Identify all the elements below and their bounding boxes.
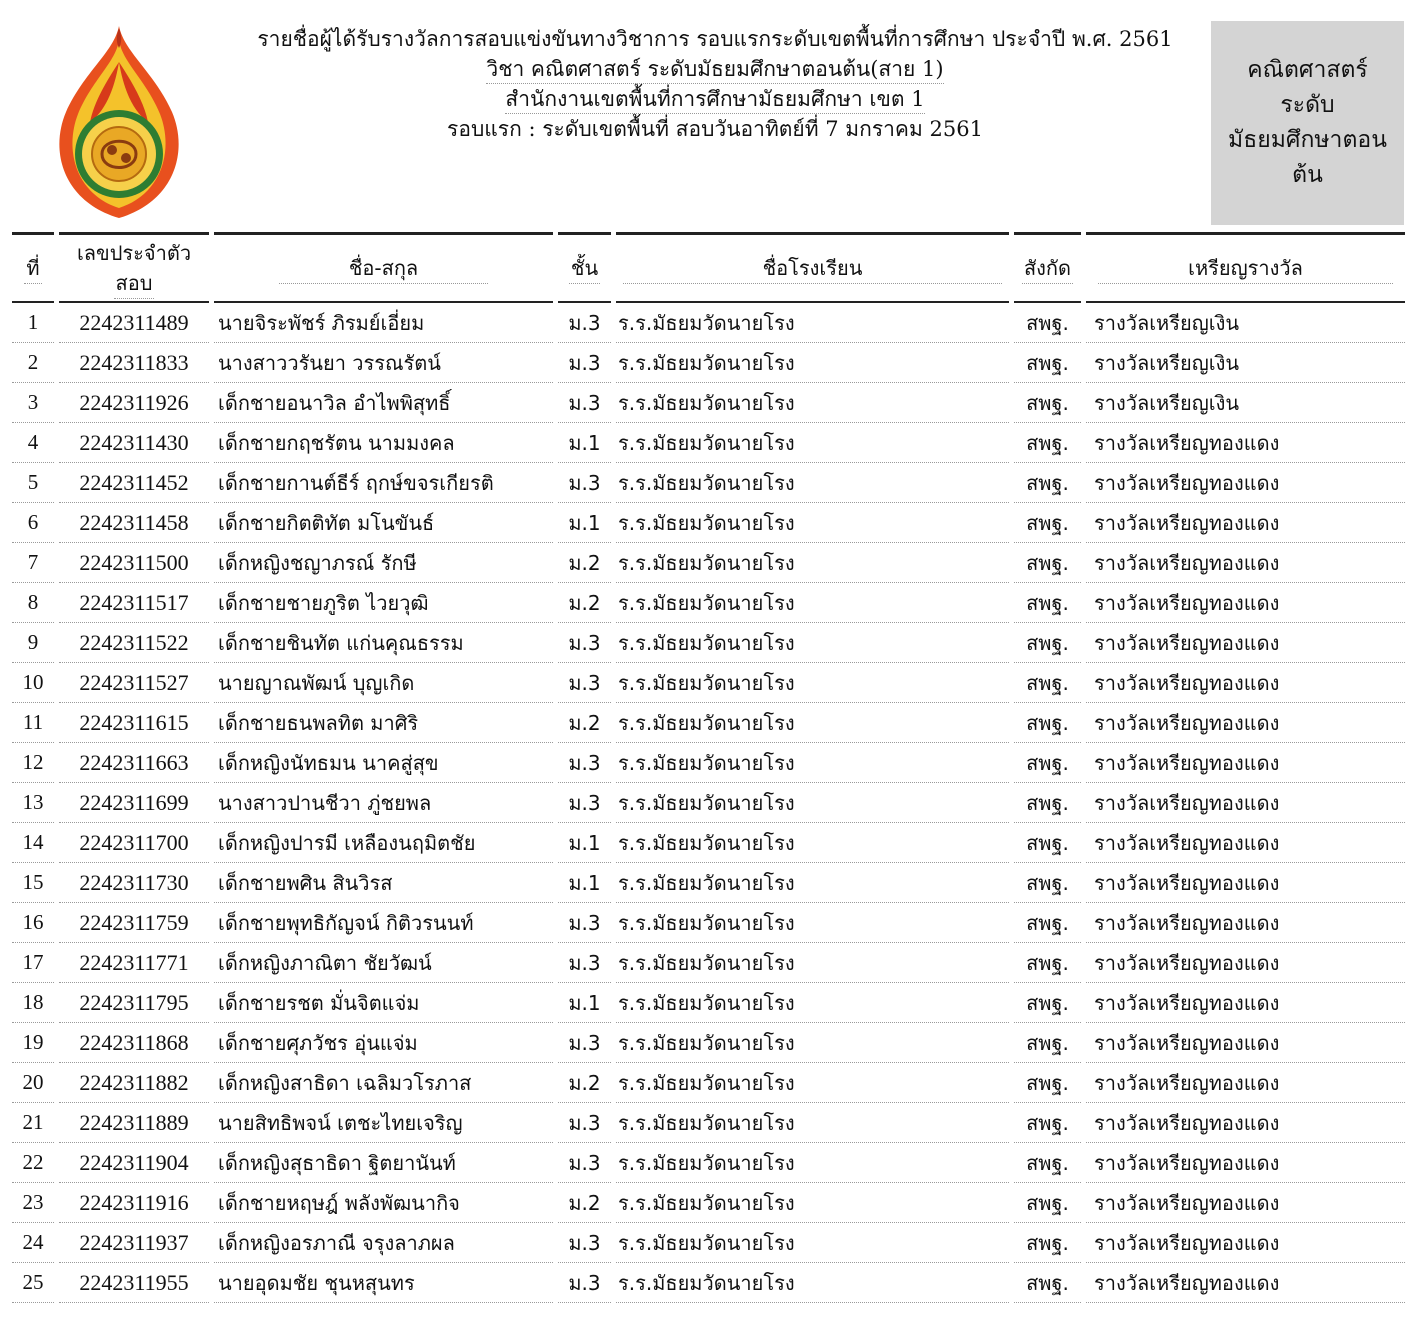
row-award: รางวัลเหรียญเงิน bbox=[1086, 343, 1405, 383]
row-award: รางวัลเหรียญทองแดง bbox=[1086, 903, 1405, 943]
row-name: เด็กหญิงชญาภรณ์ รักษี bbox=[214, 543, 553, 583]
row-award: รางวัลเหรียญทองแดง bbox=[1086, 623, 1405, 663]
row-exam-id: 2242311882 bbox=[59, 1063, 209, 1103]
table-row bbox=[12, 1183, 1405, 1223]
row-name: นายจิระพัชร์ ภิรมย์เอี่ยม bbox=[214, 303, 553, 343]
row-affiliation: สพฐ. bbox=[1014, 1063, 1081, 1103]
row-number: 3 bbox=[12, 383, 54, 423]
row-grade: ม.2 bbox=[558, 703, 611, 743]
row-award: รางวัลเหรียญทองแดง bbox=[1086, 503, 1405, 543]
row-school: ร.ร.มัธยมวัดนายโรง bbox=[616, 583, 1009, 623]
row-exam-id: 2242311868 bbox=[59, 1023, 209, 1063]
row-number: 15 bbox=[12, 863, 54, 903]
subject-box-line: ระดับ bbox=[1280, 92, 1335, 118]
row-affiliation: สพฐ. bbox=[1014, 1103, 1081, 1143]
row-name: เด็กชายกฤชรัตน นามมงคล bbox=[214, 423, 553, 463]
document-header bbox=[215, 24, 1215, 144]
row-affiliation: สพฐ. bbox=[1014, 903, 1081, 943]
row-award: รางวัลเหรียญทองแดง bbox=[1086, 663, 1405, 703]
office-emblem-logo bbox=[44, 22, 194, 222]
row-affiliation: สพฐ. bbox=[1014, 583, 1081, 623]
header-office: สำนักงานเขตพื้นที่การศึกษามัธยมศึกษา เขต 1 bbox=[505, 86, 924, 114]
row-grade: ม.3 bbox=[558, 623, 611, 663]
row-number: 8 bbox=[12, 583, 54, 623]
row-school: ร.ร.มัธยมวัดนายโรง bbox=[616, 303, 1009, 343]
row-name: เด็กชายกิตติทัต มโนขันธ์ bbox=[214, 503, 553, 543]
row-affiliation: สพฐ. bbox=[1014, 743, 1081, 783]
row-name: นายอุดมชัย ชุนหสุนทร bbox=[214, 1263, 553, 1303]
row-award: รางวัลเหรียญทองแดง bbox=[1086, 863, 1405, 903]
table-row bbox=[12, 623, 1405, 663]
row-affiliation: สพฐ. bbox=[1014, 863, 1081, 903]
row-name: เด็กชายกานต์ธีร์ ฤกษ์ขจรเกียรติ bbox=[214, 463, 553, 503]
table-row bbox=[12, 703, 1405, 743]
row-number: 4 bbox=[12, 423, 54, 463]
row-exam-id: 2242311889 bbox=[59, 1103, 209, 1143]
row-name: นางสาวปานชีวา ภู่ชยพล bbox=[214, 783, 553, 823]
row-exam-id: 2242311795 bbox=[59, 983, 209, 1023]
row-school: ร.ร.มัธยมวัดนายโรง bbox=[616, 1063, 1009, 1103]
row-school: ร.ร.มัธยมวัดนายโรง bbox=[616, 463, 1009, 503]
row-number: 24 bbox=[12, 1223, 54, 1263]
row-number: 16 bbox=[12, 903, 54, 943]
row-award: รางวัลเหรียญทองแดง bbox=[1086, 583, 1405, 623]
row-grade: ม.3 bbox=[558, 383, 611, 423]
row-number: 23 bbox=[12, 1183, 54, 1223]
table-row bbox=[12, 663, 1405, 703]
row-affiliation: สพฐ. bbox=[1014, 783, 1081, 823]
emblem-icon bbox=[44, 22, 194, 222]
table-row bbox=[12, 1263, 1405, 1303]
row-name: นายญาณพัฒน์ บุญเกิด bbox=[214, 663, 553, 703]
row-number: 20 bbox=[12, 1063, 54, 1103]
row-exam-id: 2242311430 bbox=[59, 423, 209, 463]
table-header-row bbox=[12, 232, 1405, 303]
row-number: 2 bbox=[12, 343, 54, 383]
table-row bbox=[12, 863, 1405, 903]
table-row bbox=[12, 943, 1405, 983]
row-name: เด็กหญิงนัทธมน นาคสู่สุข bbox=[214, 743, 553, 783]
row-school: ร.ร.มัธยมวัดนายโรง bbox=[616, 983, 1009, 1023]
row-exam-id: 2242311759 bbox=[59, 903, 209, 943]
row-affiliation: สพฐ. bbox=[1014, 503, 1081, 543]
row-grade: ม.3 bbox=[558, 743, 611, 783]
row-award: รางวัลเหรียญเงิน bbox=[1086, 303, 1405, 343]
row-award: รางวัลเหรียญเงิน bbox=[1086, 383, 1405, 423]
row-award: รางวัลเหรียญทองแดง bbox=[1086, 543, 1405, 583]
row-grade: ม.3 bbox=[558, 1103, 611, 1143]
row-award: รางวัลเหรียญทองแดง bbox=[1086, 1063, 1405, 1103]
row-award: รางวัลเหรียญทองแดง bbox=[1086, 823, 1405, 863]
header-title: รายชื่อผู้ได้รับรางวัลการสอบแข่งขันทางวิชาการ รอบแรกระดับเขตพื้นที่การศึกษา ประจำปี พ.ศ. 2561 bbox=[257, 27, 1173, 51]
row-award: รางวัลเหรียญทองแดง bbox=[1086, 1223, 1405, 1263]
row-affiliation: สพฐ. bbox=[1014, 343, 1081, 383]
table-row bbox=[12, 343, 1405, 383]
row-grade: ม.2 bbox=[558, 583, 611, 623]
row-exam-id: 2242311663 bbox=[59, 743, 209, 783]
row-grade: ม.3 bbox=[558, 1223, 611, 1263]
row-exam-id: 2242311517 bbox=[59, 583, 209, 623]
row-affiliation: สพฐ. bbox=[1014, 703, 1081, 743]
table-row bbox=[12, 903, 1405, 943]
row-exam-id: 2242311771 bbox=[59, 943, 209, 983]
row-award: รางวัลเหรียญทองแดง bbox=[1086, 423, 1405, 463]
row-name: เด็กหญิงสุธาธิดา ฐิตยานันท์ bbox=[214, 1143, 553, 1183]
row-name: เด็กหญิงอรภาณี จรุงลาภผล bbox=[214, 1223, 553, 1263]
row-number: 1 bbox=[12, 303, 54, 343]
row-affiliation: สพฐ. bbox=[1014, 823, 1081, 863]
row-name: เด็กชายชายภูริต ไวยวุฒิ bbox=[214, 583, 553, 623]
row-affiliation: สพฐ. bbox=[1014, 623, 1081, 663]
row-award: รางวัลเหรียญทองแดง bbox=[1086, 463, 1405, 503]
row-number: 11 bbox=[12, 703, 54, 743]
table-row bbox=[12, 783, 1405, 823]
row-exam-id: 2242311458 bbox=[59, 503, 209, 543]
row-exam-id: 2242311730 bbox=[59, 863, 209, 903]
row-name: นางสาววรันยา วรรณรัตน์ bbox=[214, 343, 553, 383]
row-grade: ม.2 bbox=[558, 1063, 611, 1103]
row-grade: ม.3 bbox=[558, 1143, 611, 1183]
row-grade: ม.3 bbox=[558, 943, 611, 983]
row-number: 9 bbox=[12, 623, 54, 663]
row-school: ร.ร.มัธยมวัดนายโรง bbox=[616, 623, 1009, 663]
row-award: รางวัลเหรียญทองแดง bbox=[1086, 943, 1405, 983]
table-row bbox=[12, 383, 1405, 423]
row-grade: ม.3 bbox=[558, 663, 611, 703]
row-affiliation: สพฐ. bbox=[1014, 383, 1081, 423]
row-grade: ม.3 bbox=[558, 343, 611, 383]
table-row bbox=[12, 503, 1405, 543]
row-grade: ม.2 bbox=[558, 543, 611, 583]
row-grade: ม.3 bbox=[558, 303, 611, 343]
row-number: 13 bbox=[12, 783, 54, 823]
row-affiliation: สพฐ. bbox=[1014, 663, 1081, 703]
row-award: รางวัลเหรียญทองแดง bbox=[1086, 1183, 1405, 1223]
col-header-name: ชื่อ-สกุล bbox=[214, 232, 553, 303]
row-grade: ม.3 bbox=[558, 783, 611, 823]
table-body bbox=[12, 303, 1405, 1303]
row-grade: ม.1 bbox=[558, 863, 611, 903]
col-header-no: ที่ bbox=[12, 232, 54, 303]
table-row bbox=[12, 543, 1405, 583]
row-affiliation: สพฐ. bbox=[1014, 1263, 1081, 1303]
row-number: 10 bbox=[12, 663, 54, 703]
row-exam-id: 2242311522 bbox=[59, 623, 209, 663]
header-subject: วิชา คณิตศาสตร์ ระดับมัธยมศึกษาตอนต้น(สาย 1) bbox=[486, 56, 943, 84]
subject-box bbox=[1211, 21, 1404, 225]
col-header-school: ชื่อโรงเรียน bbox=[616, 232, 1009, 303]
row-affiliation: สพฐ. bbox=[1014, 1143, 1081, 1183]
row-exam-id: 2242311904 bbox=[59, 1143, 209, 1183]
row-name: เด็กหญิงสาธิดา เฉลิมวโรภาส bbox=[214, 1063, 553, 1103]
row-school: ร.ร.มัธยมวัดนายโรง bbox=[616, 503, 1009, 543]
row-number: 14 bbox=[12, 823, 54, 863]
row-name: เด็กหญิงปารมี เหลืองนฤมิตชัย bbox=[214, 823, 553, 863]
row-award: รางวัลเหรียญทองแดง bbox=[1086, 1263, 1405, 1303]
row-grade: ม.3 bbox=[558, 1263, 611, 1303]
table-row bbox=[12, 823, 1405, 863]
row-school: ร.ร.มัธยมวัดนายโรง bbox=[616, 823, 1009, 863]
row-name: เด็กชายอนาวิล อำไพพิสุทธิ์ bbox=[214, 383, 553, 423]
row-school: ร.ร.มัธยมวัดนายโรง bbox=[616, 1143, 1009, 1183]
row-number: 12 bbox=[12, 743, 54, 783]
row-affiliation: สพฐ. bbox=[1014, 423, 1081, 463]
subject-box-line: มัธยมศึกษาตอน bbox=[1228, 127, 1387, 153]
row-affiliation: สพฐ. bbox=[1014, 303, 1081, 343]
row-grade: ม.2 bbox=[558, 1183, 611, 1223]
row-grade: ม.1 bbox=[558, 423, 611, 463]
row-school: ร.ร.มัธยมวัดนายโรง bbox=[616, 1183, 1009, 1223]
row-name: เด็กชายพศิน สินวิรส bbox=[214, 863, 553, 903]
row-name: เด็กชายรชต มั่นจิตแจ่ม bbox=[214, 983, 553, 1023]
row-grade: ม.1 bbox=[558, 823, 611, 863]
results-table bbox=[12, 232, 1405, 1303]
row-school: ร.ร.มัธยมวัดนายโรง bbox=[616, 743, 1009, 783]
row-number: 17 bbox=[12, 943, 54, 983]
row-exam-id: 2242311937 bbox=[59, 1223, 209, 1263]
col-header-exam-id: เลขประจำตัว สอบ bbox=[59, 232, 209, 303]
subject-box-line: ต้น bbox=[1292, 162, 1323, 188]
table-row bbox=[12, 983, 1405, 1023]
col-header-award: เหรียญรางวัล bbox=[1086, 232, 1405, 303]
row-exam-id: 2242311699 bbox=[59, 783, 209, 823]
row-award: รางวัลเหรียญทองแดง bbox=[1086, 1103, 1405, 1143]
row-school: ร.ร.มัธยมวัดนายโรง bbox=[616, 343, 1009, 383]
row-award: รางวัลเหรียญทองแดง bbox=[1086, 1143, 1405, 1183]
row-name: เด็กหญิงภาณิตา ชัยวัฒน์ bbox=[214, 943, 553, 983]
row-exam-id: 2242311916 bbox=[59, 1183, 209, 1223]
row-school: ร.ร.มัธยมวัดนายโรง bbox=[616, 703, 1009, 743]
row-number: 25 bbox=[12, 1263, 54, 1303]
row-award: รางวัลเหรียญทองแดง bbox=[1086, 743, 1405, 783]
table-row bbox=[12, 463, 1405, 503]
col-header-affiliation: สังกัด bbox=[1014, 232, 1081, 303]
row-exam-id: 2242311489 bbox=[59, 303, 209, 343]
row-exam-id: 2242311926 bbox=[59, 383, 209, 423]
row-name: นายสิทธิพจน์ เตชะไทยเจริญ bbox=[214, 1103, 553, 1143]
row-name: เด็กชายพุทธิกัญจน์ กิติวรนนท์ bbox=[214, 903, 553, 943]
header-round-date: รอบแรก : ระดับเขตพื้นที่ สอบวันอาทิตย์ที่ 7 มกราคม 2561 bbox=[447, 117, 983, 141]
row-grade: ม.1 bbox=[558, 503, 611, 543]
row-name: เด็กชายชินทัต แก่นคุณธรรม bbox=[214, 623, 553, 663]
subject-box-line: คณิตศาสตร์ bbox=[1247, 57, 1368, 83]
row-award: รางวัลเหรียญทองแดง bbox=[1086, 1023, 1405, 1063]
row-school: ร.ร.มัธยมวัดนายโรง bbox=[616, 1223, 1009, 1263]
row-school: ร.ร.มัธยมวัดนายโรง bbox=[616, 863, 1009, 903]
row-affiliation: สพฐ. bbox=[1014, 463, 1081, 503]
row-grade: ม.3 bbox=[558, 1023, 611, 1063]
row-award: รางวัลเหรียญทองแดง bbox=[1086, 983, 1405, 1023]
row-name: เด็กชายศุภวัชร อุ่นแจ่ม bbox=[214, 1023, 553, 1063]
row-exam-id: 2242311500 bbox=[59, 543, 209, 583]
row-name: เด็กชายธนพลทิต มาศิริ bbox=[214, 703, 553, 743]
row-exam-id: 2242311700 bbox=[59, 823, 209, 863]
row-affiliation: สพฐ. bbox=[1014, 1223, 1081, 1263]
row-exam-id: 2242311955 bbox=[59, 1263, 209, 1303]
row-grade: ม.1 bbox=[558, 983, 611, 1023]
row-award: รางวัลเหรียญทองแดง bbox=[1086, 783, 1405, 823]
row-school: ร.ร.มัธยมวัดนายโรง bbox=[616, 1263, 1009, 1303]
row-affiliation: สพฐ. bbox=[1014, 983, 1081, 1023]
table-row bbox=[12, 1063, 1405, 1103]
row-award: รางวัลเหรียญทองแดง bbox=[1086, 703, 1405, 743]
table-row bbox=[12, 583, 1405, 623]
row-school: ร.ร.มัธยมวัดนายโรง bbox=[616, 1103, 1009, 1143]
table-row bbox=[12, 743, 1405, 783]
row-school: ร.ร.มัธยมวัดนายโรง bbox=[616, 663, 1009, 703]
row-name: เด็กชายหฤษฎ์ พลังพัฒนากิจ bbox=[214, 1183, 553, 1223]
row-school: ร.ร.มัธยมวัดนายโรง bbox=[616, 383, 1009, 423]
row-school: ร.ร.มัธยมวัดนายโรง bbox=[616, 783, 1009, 823]
row-affiliation: สพฐ. bbox=[1014, 943, 1081, 983]
row-number: 22 bbox=[12, 1143, 54, 1183]
table-row bbox=[12, 1143, 1405, 1183]
row-school: ร.ร.มัธยมวัดนายโรง bbox=[616, 423, 1009, 463]
row-school: ร.ร.มัธยมวัดนายโรง bbox=[616, 1023, 1009, 1063]
table-row bbox=[12, 1223, 1405, 1263]
row-grade: ม.3 bbox=[558, 903, 611, 943]
row-number: 19 bbox=[12, 1023, 54, 1063]
table-row bbox=[12, 303, 1405, 343]
table-row bbox=[12, 1023, 1405, 1063]
row-school: ร.ร.มัธยมวัดนายโรง bbox=[616, 903, 1009, 943]
row-number: 21 bbox=[12, 1103, 54, 1143]
row-school: ร.ร.มัธยมวัดนายโรง bbox=[616, 543, 1009, 583]
row-exam-id: 2242311527 bbox=[59, 663, 209, 703]
row-affiliation: สพฐ. bbox=[1014, 1023, 1081, 1063]
row-number: 5 bbox=[12, 463, 54, 503]
table-row bbox=[12, 423, 1405, 463]
col-header-grade: ชั้น bbox=[558, 232, 611, 303]
row-affiliation: สพฐ. bbox=[1014, 543, 1081, 583]
row-exam-id: 2242311615 bbox=[59, 703, 209, 743]
row-school: ร.ร.มัธยมวัดนายโรง bbox=[616, 943, 1009, 983]
table-row bbox=[12, 1103, 1405, 1143]
row-affiliation: สพฐ. bbox=[1014, 1183, 1081, 1223]
row-exam-id: 2242311833 bbox=[59, 343, 209, 383]
row-number: 18 bbox=[12, 983, 54, 1023]
row-number: 7 bbox=[12, 543, 54, 583]
row-number: 6 bbox=[12, 503, 54, 543]
row-grade: ม.3 bbox=[558, 463, 611, 503]
row-exam-id: 2242311452 bbox=[59, 463, 209, 503]
